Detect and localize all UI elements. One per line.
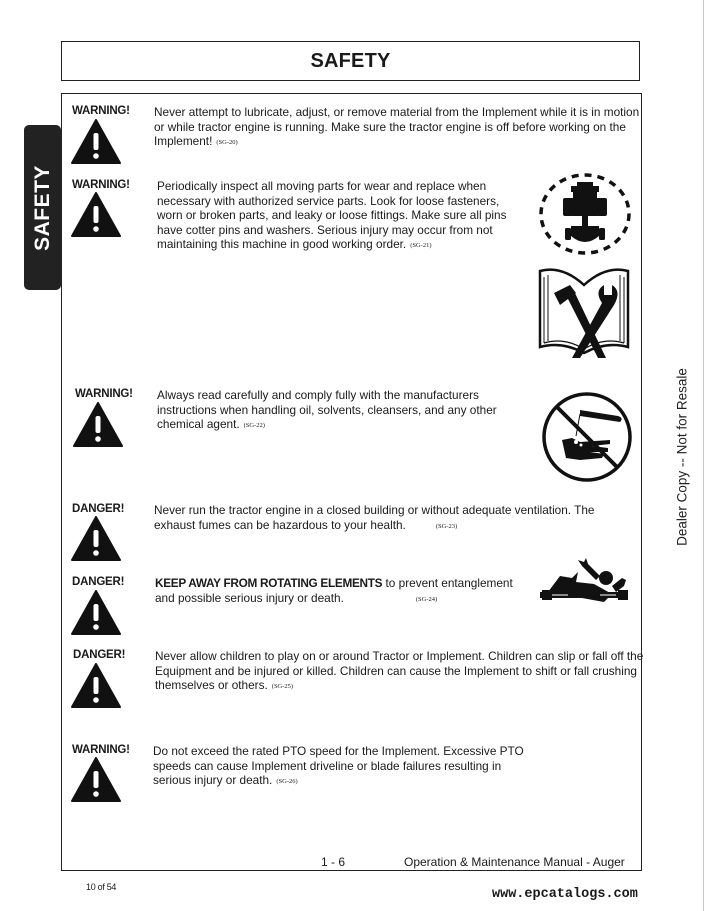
no-chemical-contact-icon (540, 390, 634, 484)
entry-label: DANGER! (72, 576, 125, 588)
site-url: www.epcatalogs.com (492, 887, 638, 902)
page-edge (703, 0, 704, 911)
entry-code: (SG-21) (410, 242, 432, 250)
manual-tools-icon (536, 263, 632, 358)
message-line: have cotter pins and washers. Serious injury may occur from not (157, 222, 493, 237)
message-line: Never attempt to lubricate, adjust, or remove material from the Implement while it is in motion (154, 105, 640, 119)
message-line: speeds can cause Implement driveline or blade failures resulting in (153, 758, 502, 773)
entry-code: (SG-20) (216, 139, 238, 147)
warning-triangle-icon (71, 119, 121, 164)
tractor-shutdown-icon (537, 172, 633, 256)
entry-message (154, 503, 594, 534)
entry-code: (SG-22) (243, 422, 265, 430)
message-line: exhaust fumes can be hazardous to your health. (154, 517, 406, 532)
manual-title: Operation & Maintenance Manual - Auger (404, 855, 625, 869)
entry-message (154, 105, 639, 151)
message-line: maintaining this machine in good working order. (157, 237, 407, 252)
side-section-tab (24, 125, 61, 290)
message-line: Equipment and be injured or killed. Children can cause the Implement to shift or fall crushing (155, 663, 637, 678)
message-line: instructions when handling oil, solvents, cleansers, and any other (157, 402, 497, 417)
message-line: serious injury or death. (153, 773, 273, 788)
entry-emphasis: KEEP AWAY FROM ROTATING ELEMENTS (155, 576, 383, 590)
entry-label: WARNING! (75, 388, 133, 400)
entanglement-hazard-icon (538, 558, 632, 610)
entry-message (155, 576, 513, 607)
page-number: 1 - 6 (321, 855, 346, 869)
entry-label: DANGER! (72, 503, 125, 515)
entry-code: (SG-25) (271, 683, 294, 691)
entry-label: WARNING! (72, 179, 130, 191)
section-header (61, 41, 640, 81)
message-line: Do not exceed the rated PTO speed for the Implement. Excessive PTO (153, 744, 524, 758)
side-tab-label: SAFETY (30, 164, 54, 251)
message-line: chemical agent. (157, 417, 240, 432)
entry-message (153, 744, 524, 790)
warning-triangle-icon (71, 590, 121, 635)
warning-triangle-icon (71, 663, 121, 708)
entry-label: DANGER! (73, 649, 126, 661)
message-line: necessary with authorized service parts. Look for loose fasteners, (157, 193, 500, 208)
entry-code: (SG-26) (276, 778, 298, 786)
warning-triangle-icon (71, 192, 121, 237)
dealer-watermark: Dealer Copy -- Not for Resale (674, 368, 690, 546)
section-title: SAFETY (310, 50, 391, 72)
entry-message (157, 179, 507, 254)
message-line: or while tractor engine is running. Make sure the tractor engine is off before working on the (154, 119, 626, 134)
message-line: Always read carefully and comply fully with the manufacturers (157, 388, 479, 402)
message-line: worn or broken parts, and leaky or loose fittings. Make sure all pins (157, 208, 507, 223)
page-count: 10 of 54 (86, 882, 117, 892)
message-line: themselves or others. (155, 678, 268, 693)
message-line: and possible serious injury or death. (155, 590, 344, 605)
entry-message (155, 649, 643, 695)
message-line: Never allow children to play on or around Tractor or Implement. Children can slip or fall off the (155, 649, 644, 663)
warning-triangle-icon (73, 402, 123, 447)
warning-triangle-icon (71, 516, 121, 561)
entry-code: (SG-23) (435, 522, 458, 530)
entry-code: (SG-24) (415, 595, 438, 603)
entry-label: WARNING! (72, 744, 130, 756)
message-line: to prevent entanglement (382, 576, 513, 590)
entry-label: WARNING! (72, 105, 130, 117)
message-line: Implement! (154, 134, 213, 149)
message-line: Periodically inspect all moving parts for wear and replace when (157, 179, 487, 193)
message-line: Never run the tractor engine in a closed building or without adequate ventilation. The (154, 503, 595, 517)
warning-triangle-icon (71, 757, 121, 802)
entry-message (157, 388, 497, 434)
